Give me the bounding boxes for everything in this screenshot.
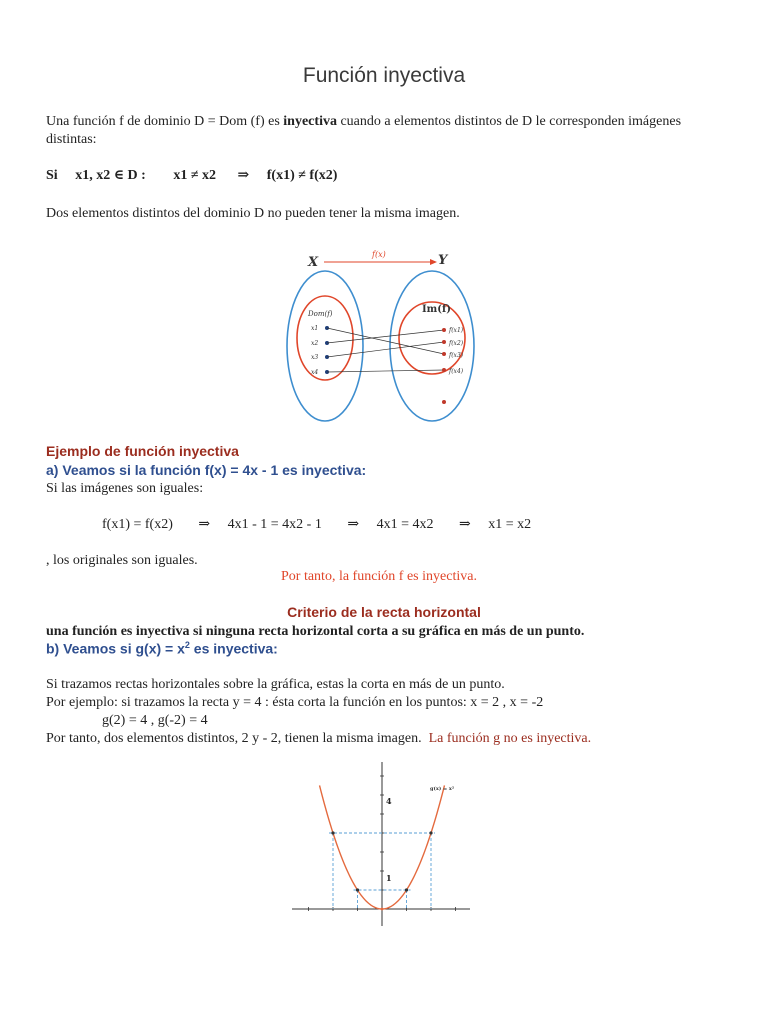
criterion-line-1: Si trazamos rectas horizontales sobre la gráfica, estas la corta en más de un punto. xyxy=(46,677,505,692)
formula-arrow: ⇒ xyxy=(237,168,250,183)
criterion-line-2: Por ejemplo: si trazamos la recta y = 4 : ésta corta la función en los puntos: x = 2 , x = -2 xyxy=(46,695,544,710)
dom-point-label-2: x2 xyxy=(311,340,319,347)
formula-result: f(x1) ≠ f(x2) xyxy=(266,168,338,183)
si-images: Si las imágenes son iguales: xyxy=(46,481,204,496)
set-x-ellipse xyxy=(287,271,363,421)
b-title-sup: 2 xyxy=(184,640,190,650)
equation-chain xyxy=(102,516,702,534)
eq-arrow-3: ⇒ xyxy=(458,517,471,532)
fx-arrow-head xyxy=(430,259,437,265)
eq-arrow-1: ⇒ xyxy=(198,517,211,532)
img-point-label-1: f(x1) xyxy=(449,327,464,334)
set-x-label: X xyxy=(308,255,319,270)
img-point-extra xyxy=(442,400,446,404)
map-line-4 xyxy=(327,370,444,372)
intro-paragraph xyxy=(46,113,726,149)
graph-label-4: 4 xyxy=(386,796,392,806)
b-title-post: es inyectiva: xyxy=(189,640,278,657)
vertex-point xyxy=(381,908,384,911)
criterion-text: una función es inyectiva si ninguna recta horizontal corta a su gráfica en más de un punto. xyxy=(46,624,585,639)
intersection-point xyxy=(331,831,334,834)
img-point-label-4: f(x4) xyxy=(449,368,464,375)
dom-point-label-4: x4 xyxy=(311,369,319,376)
img-point-4 xyxy=(442,368,446,372)
formula-neq: x1 ≠ x2 xyxy=(173,168,217,183)
example-a-title: a) Veamos si la función f(x) = 4x - 1 es inyectiva: xyxy=(46,462,367,478)
line4-text: Por tanto, dos elementos distintos, 2 y - 2, tienen la misma imagen. xyxy=(46,731,422,746)
dom-point-label-1: x1 xyxy=(311,325,319,332)
line4-red: La función g no es inyectiva. xyxy=(428,731,592,746)
definition-formula xyxy=(46,167,546,185)
img-point-label-2: f(x2) xyxy=(449,340,464,347)
intro-pre: Una función f de dominio D = Dom (f) es xyxy=(46,114,284,129)
originals-line: , los originales son iguales. xyxy=(46,553,198,568)
mapping-diagram xyxy=(280,246,490,426)
eq-4: x1 = x2 xyxy=(488,517,532,532)
img-point-1 xyxy=(442,328,446,332)
intersection-point xyxy=(356,888,359,891)
graph-label-1: 1 xyxy=(386,873,392,883)
intro-bold: inyectiva xyxy=(283,114,337,129)
intersection-point xyxy=(405,888,408,891)
map-line-3 xyxy=(327,342,444,357)
intersection-point xyxy=(429,831,432,834)
domain-ellipse xyxy=(297,296,353,380)
line-dos: Dos elementos distintos del dominio D no pueden tener la misma imagen. xyxy=(46,206,460,221)
example-heading: Ejemplo de función inyectiva xyxy=(46,443,239,459)
conclusion-a: Por tanto, la función f es inyectiva. xyxy=(281,569,477,584)
eq-2: 4x1 - 1 = 4x2 - 1 xyxy=(227,517,322,532)
eq-3: 4x1 = 4x2 xyxy=(376,517,434,532)
dom-label: Dom(f) xyxy=(308,310,333,318)
parabola-graph xyxy=(290,760,472,928)
img-point-3 xyxy=(442,352,446,356)
set-y-label: Y xyxy=(438,253,448,268)
img-point-label-3: f(x3) xyxy=(449,352,464,359)
formula-members: x1, x2 ∈ D : xyxy=(75,168,146,183)
graph-legend: g(x) = x² xyxy=(430,786,455,792)
img-point-2 xyxy=(442,340,446,344)
im-label: Im(f) xyxy=(422,304,452,315)
dom-point-label-3: x3 xyxy=(311,354,319,361)
fx-label: f(x) xyxy=(372,250,386,259)
eq-1: f(x1) = f(x2) xyxy=(102,517,173,532)
b-title-pre: b) Veamos si g(x) = x xyxy=(46,640,185,657)
criterion-line-4 xyxy=(46,730,746,748)
criterion-heading: Criterio de la recta horizontal xyxy=(287,604,481,620)
criterion-line-3: g(2) = 4 , g(-2) = 4 xyxy=(102,713,208,728)
eq-arrow-2: ⇒ xyxy=(347,517,360,532)
example-b-title xyxy=(46,640,278,657)
formula-si: Si xyxy=(46,168,58,183)
intro-post: cuando a elementos distintos de D le corresponden imágenes distintas: xyxy=(46,114,682,147)
page-title: Función inyectiva xyxy=(302,64,466,87)
